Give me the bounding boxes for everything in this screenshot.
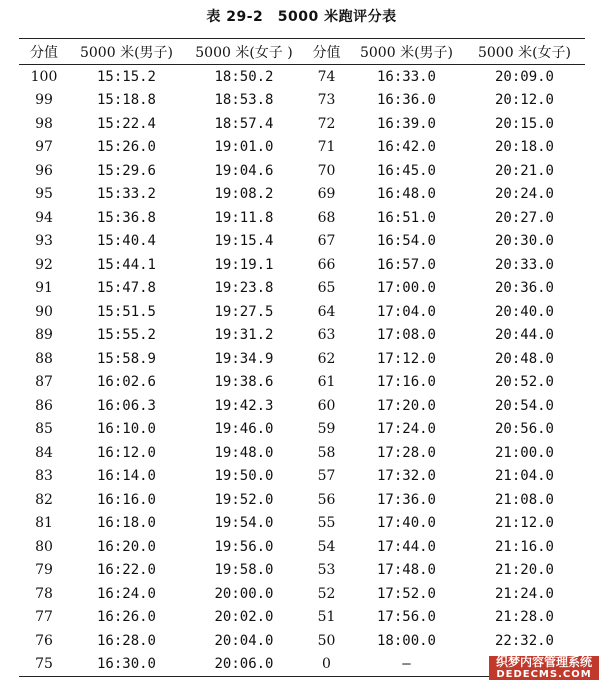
score-cell: 73: [317, 92, 336, 109]
score-cell: 71: [317, 139, 336, 156]
score-cell: 89: [35, 327, 53, 344]
table-row: [19, 371, 585, 395]
female-time-cell: 21:20.0: [494, 562, 554, 579]
table-row: [19, 535, 585, 559]
female-time-cell: 19:27.5: [214, 303, 274, 320]
male-time-cell: 17:28.0: [376, 444, 436, 461]
female-time-cell: 20:06.0: [184, 653, 304, 677]
table-row: [19, 324, 585, 348]
score-cell: 99: [35, 92, 53, 109]
female-time-cell: 21:28.0: [494, 609, 554, 626]
score-cell: 63: [317, 327, 336, 344]
header-female-right: 5000 米(女子): [464, 39, 585, 65]
female-time-cell: 21:08.0: [494, 491, 554, 508]
female-time-cell: 18:53.8: [214, 92, 274, 109]
male-time-cell: 17:24.0: [376, 421, 436, 438]
female-time-cell: 20:56.0: [494, 421, 554, 438]
watermark-line1: 织梦内容管理系统: [489, 656, 599, 669]
table-row: [19, 418, 585, 442]
male-time-cell: 17:52.0: [376, 585, 436, 602]
score-cell: 59: [317, 421, 336, 438]
table-row: [19, 112, 585, 136]
female-time-cell: 22:32.0: [494, 632, 554, 649]
female-time-cell: 20:12.0: [494, 92, 554, 109]
female-time-cell: 19:04.6: [214, 162, 274, 179]
female-time-cell: 21:00.0: [494, 444, 554, 461]
female-time-cell: 20:40.0: [494, 303, 554, 320]
score-cell: 76: [35, 632, 53, 649]
female-time-cell: 20:18.0: [494, 139, 554, 156]
male-time-cell: 16:54.0: [376, 233, 436, 250]
score-cell: 92: [35, 256, 53, 273]
male-time-cell: 16:30.0: [69, 653, 184, 677]
header-male-right: 5000 米(男子): [349, 39, 464, 65]
score-cell: 81: [35, 515, 53, 532]
male-time-cell: –: [349, 653, 464, 677]
score-cell: 87: [35, 374, 53, 391]
male-time-cell: 18:00.0: [376, 632, 436, 649]
table-row: [19, 394, 585, 418]
score-cell: 50: [317, 632, 336, 649]
table-row: [19, 347, 585, 371]
female-time-cell: 20:36.0: [494, 280, 554, 297]
score-cell: 62: [317, 350, 336, 367]
score-cell: 70: [317, 162, 336, 179]
male-time-cell: 17:32.0: [376, 468, 436, 485]
table-row: [19, 582, 585, 606]
male-time-cell: 17:04.0: [376, 303, 436, 320]
male-time-cell: 15:58.9: [96, 350, 156, 367]
male-time-cell: 15:29.6: [96, 162, 156, 179]
male-time-cell: 15:44.1: [96, 256, 156, 273]
score-cell: 53: [317, 562, 336, 579]
female-time-cell: 19:31.2: [214, 327, 274, 344]
male-time-cell: 16:12.0: [96, 444, 156, 461]
score-cell: 96: [35, 162, 53, 179]
female-time-cell: 19:48.0: [214, 444, 274, 461]
table-row: [19, 65, 585, 89]
score-cell: 55: [317, 515, 336, 532]
header-row: [19, 39, 585, 65]
female-time-cell: 19:50.0: [214, 468, 274, 485]
score-cell: 56: [317, 491, 336, 508]
female-time-cell: 20:02.0: [214, 609, 274, 626]
score-cell: 74: [317, 68, 336, 85]
score-cell: 0: [304, 653, 349, 677]
score-cell: 85: [35, 421, 53, 438]
female-time-cell: 20:04.0: [214, 632, 274, 649]
female-time-cell: 19:52.0: [214, 491, 274, 508]
score-cell: 51: [317, 609, 336, 626]
score-table: [19, 38, 585, 677]
table-row: [19, 300, 585, 324]
female-time-cell: 19:08.2: [214, 186, 274, 203]
female-time-cell: 21:12.0: [494, 515, 554, 532]
table-row: [19, 253, 585, 277]
male-time-cell: 16:20.0: [96, 538, 156, 555]
table-row: [19, 277, 585, 301]
male-time-cell: 15:51.5: [96, 303, 156, 320]
score-cell: 95: [35, 186, 53, 203]
table-row: [19, 206, 585, 230]
female-time-cell: 19:19.1: [214, 256, 274, 273]
score-cell: 97: [35, 139, 53, 156]
female-time-cell: 20:24.0: [494, 186, 554, 203]
male-time-cell: 15:33.2: [96, 186, 156, 203]
score-cell: 91: [35, 280, 53, 297]
female-time-cell: 21:16.0: [494, 538, 554, 555]
male-time-cell: 16:45.0: [376, 162, 436, 179]
female-time-cell: 20:00.0: [214, 585, 274, 602]
male-time-cell: 17:16.0: [376, 374, 436, 391]
score-cell: 52: [317, 585, 336, 602]
table-row: [19, 89, 585, 113]
score-cell: 77: [35, 609, 53, 626]
score-cell: 68: [317, 209, 336, 226]
score-cell: 79: [35, 562, 53, 579]
female-time-cell: 20:09.0: [494, 68, 554, 85]
male-time-cell: 17:20.0: [376, 397, 436, 414]
score-cell: 66: [317, 256, 336, 273]
male-time-cell: 15:36.8: [96, 209, 156, 226]
header-female-left: 5000 米(女子 ): [184, 39, 304, 65]
male-time-cell: 16:48.0: [376, 186, 436, 203]
score-cell: 78: [35, 585, 53, 602]
female-time-cell: 20:33.0: [494, 256, 554, 273]
table-body: [19, 65, 585, 677]
male-time-cell: 16:39.0: [376, 115, 436, 132]
male-time-cell: 16:26.0: [96, 609, 156, 626]
table-row: [19, 230, 585, 254]
male-time-cell: 16:22.0: [96, 562, 156, 579]
female-time-cell: 20:27.0: [494, 209, 554, 226]
table-row: [19, 441, 585, 465]
male-time-cell: 17:12.0: [376, 350, 436, 367]
female-time-cell: 18:50.2: [214, 68, 274, 85]
table-row: [19, 629, 585, 653]
watermark-line2: DEDECMS.COM: [489, 669, 599, 680]
score-cell: 82: [35, 491, 53, 508]
male-time-cell: 16:18.0: [96, 515, 156, 532]
score-cell: 61: [317, 374, 336, 391]
male-time-cell: 16:16.0: [96, 491, 156, 508]
score-cell: 57: [317, 468, 336, 485]
male-time-cell: 16:10.0: [96, 421, 156, 438]
score-cell: 58: [317, 444, 336, 461]
score-cell: 67: [317, 233, 336, 250]
table-row: [19, 606, 585, 630]
female-time-cell: 19:58.0: [214, 562, 274, 579]
score-cell: 72: [317, 115, 336, 132]
female-time-cell: 19:42.3: [214, 397, 274, 414]
male-time-cell: 16:36.0: [376, 92, 436, 109]
score-cell: 90: [35, 303, 53, 320]
score-cell: 94: [35, 209, 53, 226]
male-time-cell: 15:18.8: [96, 92, 156, 109]
male-time-cell: 15:15.2: [96, 68, 156, 85]
male-time-cell: 17:44.0: [376, 538, 436, 555]
female-time-cell: 19:15.4: [214, 233, 274, 250]
male-time-cell: 16:24.0: [96, 585, 156, 602]
score-cell: 84: [35, 444, 53, 461]
header-male-left: 5000 米(男子): [69, 39, 184, 65]
male-time-cell: 16:06.3: [96, 397, 156, 414]
female-time-cell: 20:21.0: [494, 162, 554, 179]
male-time-cell: 17:08.0: [376, 327, 436, 344]
table-row: [19, 488, 585, 512]
male-time-cell: 17:56.0: [376, 609, 436, 626]
table-row: [19, 512, 585, 536]
female-time-cell: 21:24.0: [494, 585, 554, 602]
score-cell: 64: [317, 303, 336, 320]
female-time-cell: 19:01.0: [214, 139, 274, 156]
male-time-cell: 16:42.0: [376, 139, 436, 156]
score-cell: 80: [35, 538, 53, 555]
male-time-cell: 17:48.0: [376, 562, 436, 579]
female-time-cell: 20:15.0: [494, 115, 554, 132]
table-row: [19, 465, 585, 489]
header-score-left: 分值: [19, 39, 69, 65]
table-row: [19, 559, 585, 583]
table-row: [19, 159, 585, 183]
male-time-cell: 17:40.0: [376, 515, 436, 532]
male-time-cell: 16:51.0: [376, 209, 436, 226]
table-row: [19, 183, 585, 207]
table-title: 表 29-2 5000 米跑评分表: [206, 9, 397, 25]
male-time-cell: 15:26.0: [96, 139, 156, 156]
score-cell: 60: [317, 397, 336, 414]
score-cell: 100: [30, 68, 58, 85]
female-time-cell: 19:34.9: [214, 350, 274, 367]
female-time-cell: 19:38.6: [214, 374, 274, 391]
score-cell: 54: [317, 538, 336, 555]
male-time-cell: 15:40.4: [96, 233, 156, 250]
watermark-logo: [489, 656, 599, 680]
female-time-cell: 20:44.0: [494, 327, 554, 344]
score-cell: 83: [35, 468, 53, 485]
male-time-cell: 15:22.4: [96, 115, 156, 132]
male-time-cell: 16:33.0: [376, 68, 436, 85]
male-time-cell: 16:14.0: [96, 468, 156, 485]
female-time-cell: 19:11.8: [214, 209, 274, 226]
female-time-cell: 20:54.0: [494, 397, 554, 414]
male-time-cell: 15:55.2: [96, 327, 156, 344]
score-cell: 86: [35, 397, 53, 414]
male-time-cell: 17:36.0: [376, 491, 436, 508]
male-time-cell: 17:00.0: [376, 280, 436, 297]
female-time-cell: 21:04.0: [494, 468, 554, 485]
table-row: [19, 136, 585, 160]
female-time-cell: 19:56.0: [214, 538, 274, 555]
table-header: [19, 39, 585, 65]
score-cell: 65: [317, 280, 336, 297]
score-cell: 98: [35, 115, 53, 132]
female-time-cell: 19:54.0: [214, 515, 274, 532]
header-score-right: 分值: [304, 39, 349, 65]
male-time-cell: 16:57.0: [376, 256, 436, 273]
score-cell: 69: [317, 186, 336, 203]
male-time-cell: 15:47.8: [96, 280, 156, 297]
male-time-cell: 16:02.6: [96, 374, 156, 391]
female-time-cell: 19:46.0: [214, 421, 274, 438]
female-time-cell: 20:52.0: [494, 374, 554, 391]
score-cell: 75: [19, 653, 69, 677]
female-time-cell: 20:30.0: [494, 233, 554, 250]
female-time-cell: 19:23.8: [214, 280, 274, 297]
male-time-cell: 16:28.0: [96, 632, 156, 649]
female-time-cell: 20:48.0: [494, 350, 554, 367]
female-time-cell: 18:57.4: [214, 115, 274, 132]
score-cell: 88: [35, 350, 53, 367]
score-cell: 93: [35, 233, 53, 250]
